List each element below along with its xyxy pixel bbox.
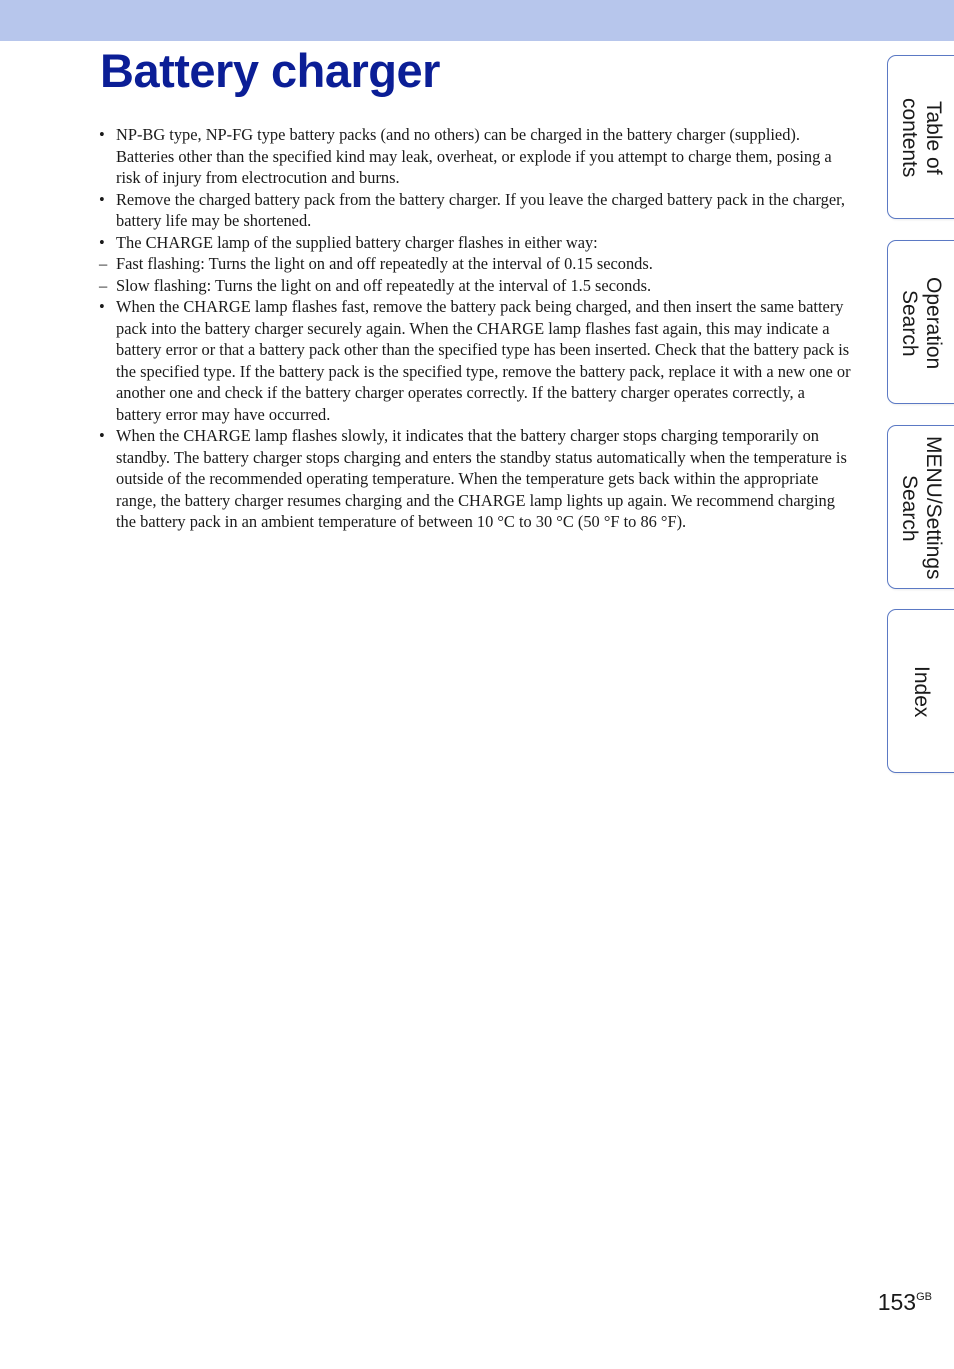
tab-label: Operation Search bbox=[898, 276, 945, 370]
tab-label: Index bbox=[910, 666, 933, 718]
list-item bbox=[99, 425, 851, 533]
list-item bbox=[99, 296, 851, 425]
header-band bbox=[0, 0, 954, 41]
dash-icon: – bbox=[99, 254, 108, 273]
tab-operation-search[interactable] bbox=[887, 240, 954, 404]
sub-list-item bbox=[99, 275, 851, 297]
bullet-icon: • bbox=[99, 125, 105, 144]
sub-list-item bbox=[99, 253, 851, 275]
page-number-value: 153 bbox=[877, 1289, 917, 1315]
bullet-icon: • bbox=[99, 297, 105, 316]
tab-index[interactable] bbox=[887, 609, 954, 773]
page-number bbox=[878, 1289, 932, 1316]
list-item-text: Remove the charged battery pack from the battery charger. If you leave the charged battery pack in the charger, battery life may be shortened. bbox=[116, 189, 846, 230]
tab-label: MENU/Settings Search bbox=[898, 436, 945, 580]
list-item-text: When the CHARGE lamp flashes slowly, it indicates that the battery charger stops charging temporarily on standby. The battery charger stops charging and enters the standby status automatically when the temperature is outside of the recommended operating temperature. When the temperature gets back within the appropriate range, the battery charger resumes charging and the CHARGE lamp lights up again. We recommend charging the battery pack in an ambient temperature of between 10 °C to 30 °C (50 °F to 86 °F). bbox=[116, 426, 847, 531]
bullet-icon: • bbox=[99, 189, 105, 209]
tab-label: Table of contents bbox=[898, 98, 945, 178]
dash-icon: – bbox=[99, 275, 108, 295]
tab-table-of-contents[interactable] bbox=[887, 55, 954, 219]
list-item bbox=[99, 232, 851, 254]
list-item-text: The CHARGE lamp of the supplied battery charger flashes in either way: bbox=[116, 232, 598, 252]
content-body bbox=[99, 124, 851, 533]
list-item bbox=[99, 189, 851, 232]
tab-menu-settings-search[interactable] bbox=[887, 425, 954, 589]
list-item bbox=[99, 124, 851, 189]
sub-list-item-text: Fast flashing: Turns the light on and off repeatedly at the interval of 0.15 seconds. bbox=[116, 254, 653, 273]
list-item-text: When the CHARGE lamp flashes fast, remove the battery pack being charged, and then insert the same battery pack into the battery charger securely again. When the CHARGE lamp flashes fast again, this may indicate a battery error or that a battery pack other than the specified type has been inserted. Check that the battery pack is the specified type. If the battery pack is the specified type, remove the battery pack, replace it with a new one or another one and check if the battery charger operates correctly. If the battery charger operates correctly, a battery error may have occurred. bbox=[116, 297, 851, 424]
page-number-suffix: GB bbox=[916, 1291, 932, 1303]
list-item-text: NP-BG type, NP-FG type battery packs (and no others) can be charged in the battery charger (supplied). Batteries other than the specified kind may leak, overheat, or explode if you attempt to charge them, posing a risk of injury from electrocution and burns. bbox=[116, 125, 832, 187]
bullet-icon: • bbox=[99, 232, 105, 252]
page-title: Battery charger bbox=[100, 44, 440, 97]
bullet-icon: • bbox=[99, 426, 105, 445]
sub-list-item-text: Slow flashing: Turns the light on and off repeatedly at the interval of 1.5 seconds. bbox=[116, 275, 652, 295]
